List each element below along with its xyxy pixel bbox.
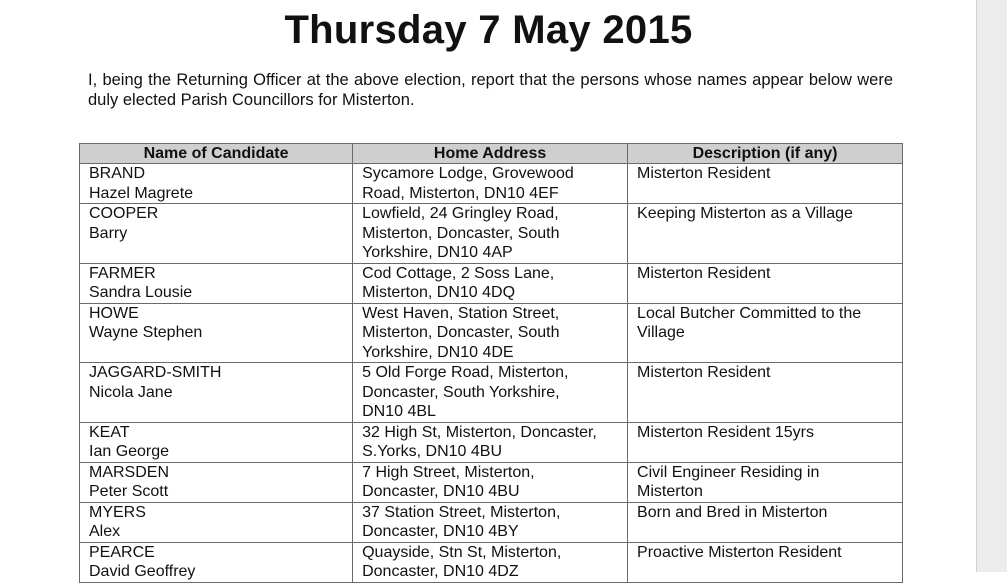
home-address-cell <box>353 164 628 204</box>
candidate-surname: COOPER <box>89 205 159 222</box>
description-cell <box>628 422 903 462</box>
description-cell <box>628 363 903 423</box>
description-line: Born and Bred in Misterton <box>637 503 828 521</box>
candidate-forenames: Ian George <box>89 443 170 460</box>
address-line: Doncaster, DN10 4BU <box>362 483 520 500</box>
home-address-cell <box>353 542 628 582</box>
candidate-name-cell <box>80 422 353 462</box>
description-line: Misterton Resident <box>637 264 771 282</box>
candidate-forenames: Hazel Magrete <box>89 184 194 202</box>
address-line: Misterton, Doncaster, South <box>362 324 560 341</box>
description-line: Civil Engineer Residing in <box>637 463 820 481</box>
description-cell <box>628 204 903 264</box>
address-line: Sycamore Lodge, Grovewood <box>362 165 574 182</box>
table-row <box>80 542 903 582</box>
candidate-forenames: Barry <box>89 224 128 242</box>
address-line: Road, Misterton, DN10 4EF <box>362 184 559 202</box>
address-line: Doncaster, South Yorkshire, <box>362 383 560 401</box>
description-line: Misterton Resident <box>637 364 771 381</box>
vertical-scrollbar[interactable] <box>976 0 1007 572</box>
column-header-name: Name of Candidate <box>80 144 353 164</box>
description-line: Misterton Resident <box>637 165 771 182</box>
candidate-forenames: David Geoffrey <box>89 563 196 580</box>
column-header-address: Home Address <box>353 144 628 164</box>
table-row <box>80 263 903 303</box>
table-header-row <box>80 144 903 164</box>
table-row <box>80 462 903 502</box>
description-cell <box>628 502 903 542</box>
address-line: Lowfield, 24 Gringley Road, <box>362 205 559 222</box>
home-address-cell <box>353 502 628 542</box>
description-line: Misterton Resident 15yrs <box>637 423 815 441</box>
address-line: Cod Cottage, 2 Soss Lane, <box>362 264 555 282</box>
candidate-forenames: Sandra Lousie <box>89 284 193 301</box>
candidate-name-cell <box>80 542 353 582</box>
address-line: Doncaster, DN10 4DZ <box>362 563 519 580</box>
candidate-surname: KEAT <box>89 423 130 441</box>
candidate-name-cell <box>80 363 353 423</box>
description-line: Village <box>637 324 685 341</box>
address-line: Yorkshire, DN10 4DE <box>362 343 514 361</box>
description-cell <box>628 263 903 303</box>
candidate-surname: HOWE <box>89 304 139 322</box>
description-line: Keeping Misterton as a Village <box>637 205 853 222</box>
candidate-surname: PEARCE <box>89 543 155 561</box>
address-line: S.Yorks, DN10 4BU <box>362 443 503 460</box>
address-line: Misterton, DN10 4DQ <box>362 284 516 301</box>
description-cell <box>628 164 903 204</box>
description-cell <box>628 462 903 502</box>
table-body <box>80 164 903 583</box>
candidate-surname: MYERS <box>89 503 146 521</box>
address-line: 32 High St, Misterton, Doncaster, <box>362 423 597 441</box>
description-cell <box>628 542 903 582</box>
candidate-surname: JAGGARD-SMITH <box>89 364 222 381</box>
description-line: Local Butcher Committed to the <box>637 304 862 322</box>
home-address-cell <box>353 422 628 462</box>
candidate-forenames: Nicola Jane <box>89 383 173 401</box>
candidate-name-cell <box>80 204 353 264</box>
candidate-forenames: Wayne Stephen <box>89 324 203 341</box>
table-row <box>80 164 903 204</box>
address-line: Misterton, Doncaster, South <box>362 224 560 242</box>
page-title: Thursday 7 May 2015 <box>284 8 693 52</box>
candidate-forenames: Alex <box>89 523 121 540</box>
address-line: 5 Old Forge Road, Misterton, <box>362 364 569 381</box>
column-header-description: Description (if any) <box>628 144 903 164</box>
intro-paragraph: I, being the Returning Officer at the above election, report that the persons whose names appear below were duly elected Parish Councillors for Misterton. <box>88 71 893 109</box>
candidate-name-cell <box>80 263 353 303</box>
home-address-cell <box>353 263 628 303</box>
home-address-cell <box>353 363 628 423</box>
table-row <box>80 363 903 423</box>
table-row <box>80 303 903 363</box>
address-line: Doncaster, DN10 4BY <box>362 523 519 540</box>
candidate-name-cell <box>80 462 353 502</box>
table-row <box>80 422 903 462</box>
description-line: Proactive Misterton Resident <box>637 543 842 561</box>
elected-candidates-table <box>79 143 903 583</box>
address-line: Quayside, Stn St, Misterton, <box>362 543 562 561</box>
description-cell <box>628 303 903 363</box>
candidate-surname: BRAND <box>89 165 146 182</box>
home-address-cell <box>353 303 628 363</box>
candidate-name-cell <box>80 303 353 363</box>
candidate-surname: FARMER <box>89 264 156 282</box>
address-line: West Haven, Station Street, <box>362 304 560 322</box>
home-address-cell <box>353 204 628 264</box>
candidate-forenames: Peter Scott <box>89 483 169 500</box>
address-line: DN10 4BL <box>362 403 436 420</box>
candidate-name-cell <box>80 502 353 542</box>
address-line: 37 Station Street, Misterton, <box>362 503 561 521</box>
description-line: Misterton <box>637 483 703 500</box>
table-row <box>80 204 903 264</box>
table-row <box>80 502 903 542</box>
address-line: 7 High Street, Misterton, <box>362 463 535 481</box>
address-line: Yorkshire, DN10 4AP <box>362 244 513 261</box>
home-address-cell <box>353 462 628 502</box>
candidate-name-cell <box>80 164 353 204</box>
candidate-surname: MARSDEN <box>89 463 170 481</box>
